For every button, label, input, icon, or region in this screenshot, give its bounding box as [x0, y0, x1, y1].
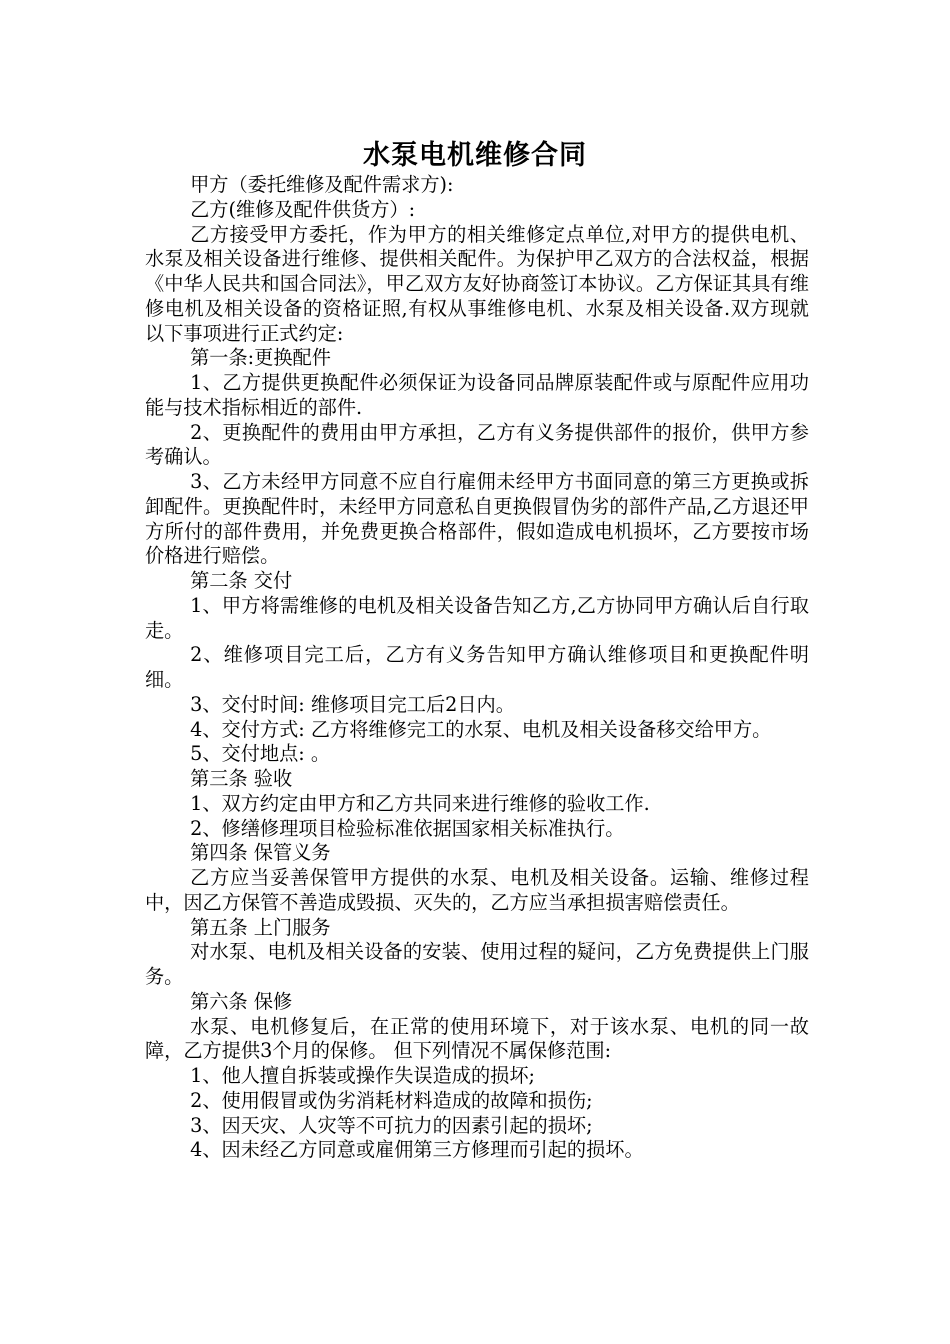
article-4-heading: 第四条 保管义务 — [190, 841, 331, 865]
document-body — [145, 173, 809, 1163]
article-2-clause-4: 4、交付方式: 乙方将维修完工的水泵、电机及相关设备移交给甲方。 — [190, 717, 772, 741]
article-2-clause-2: 2、维修项目完工后，乙方有义务告知甲方确认维修项目和更换配件明细。 — [145, 643, 809, 691]
party-b-line: 乙方(维修及配件供货方）: — [190, 197, 416, 221]
article-2-clause-1: 1、甲方将需维修的电机及相关设备告知乙方,乙方协同甲方确认后自行取走。 — [145, 593, 809, 642]
article-1-clause-3: 3、乙方未经甲方同意不应自行雇佣未经甲方书面同意的第三方更换或拆卸配件。更换配件时，未经甲方同意私自更换假冒伪劣的部件产品,乙方退还甲方所付的部件费用，并免费更换合格部件，假如造成电机损坏，乙方要按市场价格进行赔偿。 — [145, 470, 809, 568]
article-6-exclusion-4: 4、因未经乙方同意或雇佣第三方修理而引起的损坏。 — [190, 1138, 644, 1162]
article-2-clause-5: 5、交付地点: 。 — [190, 742, 331, 766]
article-5-text: 对水泵、电机及相关设备的安装、使用过程的疑问，乙方免费提供上门服务。 — [145, 940, 809, 988]
article-6-text: 水泵、电机修复后，在正常的使用环境下，对于该水泵、电机的同一故障，乙方提供3个月的保修。 但下列情况不属保修范围: — [145, 1014, 809, 1063]
article-3-clause-1: 1、双方约定由甲方和乙方共同来进行维修的验收工作. — [190, 791, 650, 815]
article-6-exclusion-3: 3、因天灾、人灾等不可抗力的因素引起的损坏; — [190, 1113, 593, 1137]
document-title: 水泵电机维修合同 — [363, 140, 587, 171]
article-2-heading: 第二条 交付 — [190, 569, 293, 592]
article-4-text: 乙方应当妥善保管甲方提供的水泵、电机及相关设备。运输、维修过程中，因乙方保管不善造成毁损、灭失的，乙方应当承担损害赔偿责任。 — [145, 866, 809, 914]
party-a-line: 甲方（委托维修及配件需求方): — [190, 173, 454, 196]
article-1-clause-1: 1、乙方提供更换配件必须保证为设备同品牌原装配件或与原配件应用功能与技术指标相近的部件. — [145, 371, 809, 419]
article-1-heading: 第一条:更换配件 — [190, 346, 331, 370]
article-2-clause-3: 3、交付时间: 维修项目完工后2日内。 — [190, 692, 515, 716]
article-6-exclusion-2: 2、使用假冒或伪劣消耗材料造成的故障和损伤; — [190, 1088, 593, 1112]
article-1-clause-2: 2、更换配件的费用由甲方承担，乙方有义务提供部件的报价，供甲方参考确认。 — [145, 420, 809, 469]
preamble-paragraph: 乙方接受甲方委托，作为甲方的相关维修定点单位,对甲方的提供电机、水泵及相关设备进行维修、提供相关配件。为保护甲乙双方的合法权益，根据《中华人民共和国合同法》，甲乙双方友好协商签订本协议。乙方保证其具有维修电机及相关设备的资格证照,有权从事维修电机、水泵及相关设备.双方现就以下事项进行正式约定: — [145, 222, 809, 345]
article-6-heading: 第六条 保修 — [190, 989, 293, 1013]
article-5-heading: 第五条 上门服务 — [190, 915, 331, 939]
article-3-heading: 第三条 验收 — [190, 767, 293, 790]
article-3-clause-2: 2、修缮修理项目检验标准依据国家相关标准执行。 — [190, 816, 625, 840]
article-6-exclusion-1: 1、他人擅自拆装或操作失误造成的损坏; — [190, 1064, 535, 1087]
